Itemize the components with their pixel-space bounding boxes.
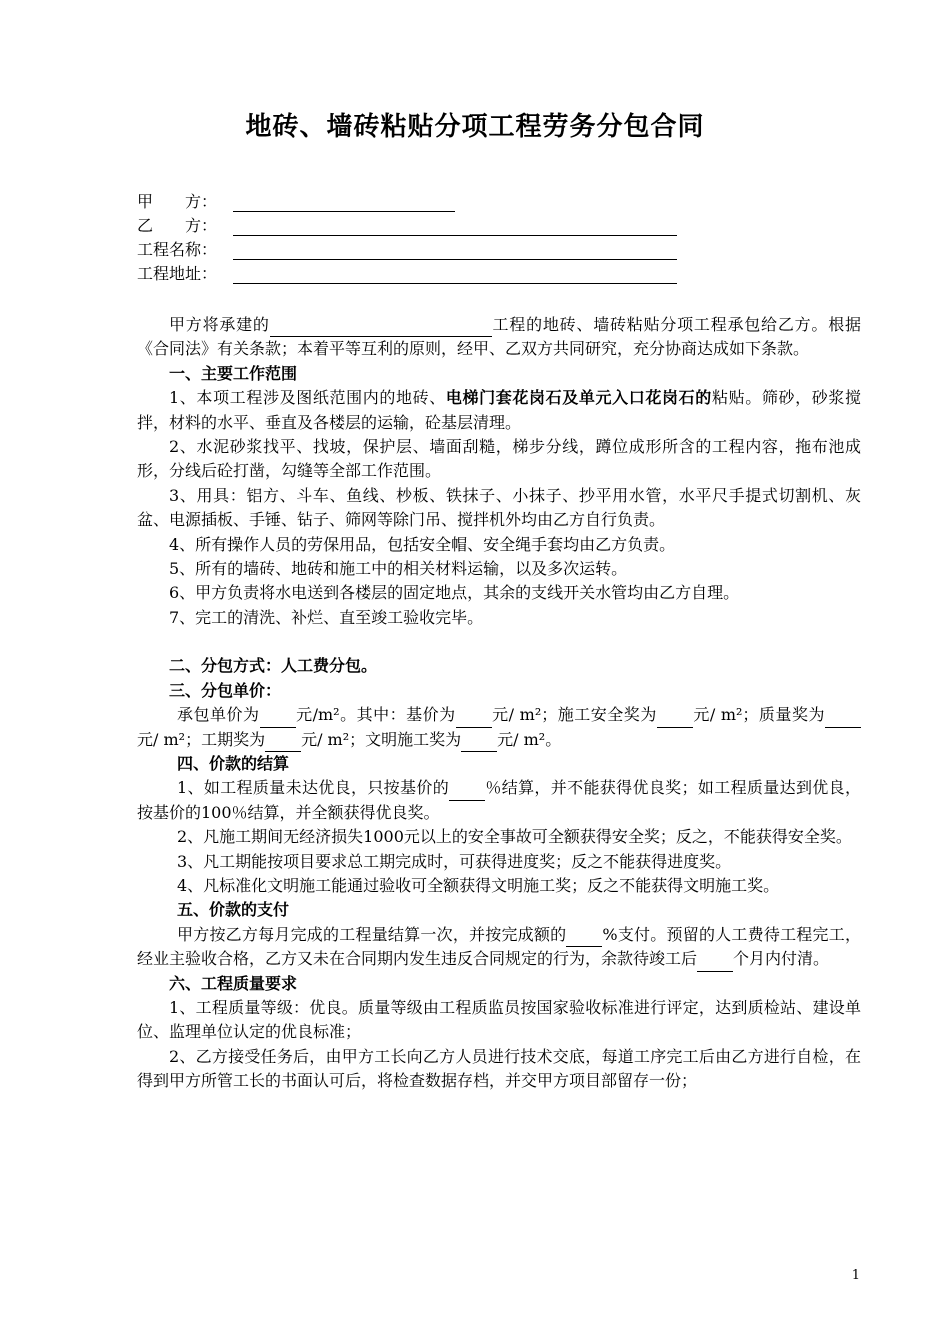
schedule-bonus-blank[interactable]	[265, 734, 301, 752]
section-1-heading: 一、主要工作范围	[169, 363, 298, 383]
s4-item-4: 4、凡标准化文明施工能通过验收可全额获得文明施工奖；反之不能获得文明施工奖。	[177, 875, 780, 895]
project-address-field	[137, 260, 677, 284]
party-a-label: 甲 方：	[137, 192, 218, 211]
s3-t5: 元/ m²；工期奖为	[137, 729, 266, 749]
s5-paragraph	[137, 923, 861, 972]
months-blank[interactable]	[697, 954, 733, 972]
party-a-field	[137, 188, 677, 212]
s1-item-2: 2、水泥砂浆找平、找坡，保护层、墙面刮糙，梯步分线，蹲位成形所含的工程内容，拖布池成形，分线后砼打凿，勾缝等全部工作范围。	[137, 437, 861, 481]
unit-price-blank[interactable]	[260, 710, 296, 728]
s5-b: %支付。预留的人工费待工程完工，经业主验收合格，乙方又未在合同期内发生违反合同规定的行为，余款待竣工后	[137, 924, 861, 969]
s6-item-1: 1、工程质量等级：优良。质量等级由工程质监员按国家验收标准进行评定，达到质检站、建设单位、监理单位认定的优良标准；	[137, 997, 861, 1042]
s1-item-4: 4、所有操作人员的劳保用品，包括安全帽、安全绳手套均由乙方负责。	[169, 534, 676, 554]
civilized-bonus-blank[interactable]	[461, 734, 497, 752]
s3-t6: 元/ m²；文明施工奖为	[301, 729, 462, 749]
project-name-field	[137, 236, 677, 260]
s4-item-3: 3、凡工期能按项目要求总工期完成时，可获得进度奖；反之不能获得进度奖。	[177, 851, 732, 871]
s3-t2: 元/m²。其中：基价为	[295, 705, 456, 725]
s3-t7: 元/ m²。	[497, 729, 562, 749]
contract-body	[137, 313, 861, 1094]
s4-item-2: 2、凡施工期间无经济损失1000元以上的安全事故可全额获得安全奖；反之，不能获得安全奖。	[177, 827, 852, 847]
intro-paragraph	[137, 313, 861, 362]
project-name-label: 工程名称：	[137, 240, 218, 259]
s3-price-paragraph	[137, 703, 861, 752]
project-name-blank[interactable]	[233, 241, 677, 260]
spacer	[137, 630, 861, 654]
s4-item-1-a: 1、如工程质量未达优良，只按基价的	[177, 778, 450, 798]
settlement-percent-blank[interactable]	[449, 783, 485, 801]
section-4-heading: 四、价款的结算	[177, 753, 290, 773]
s1-item-1	[137, 386, 861, 435]
s1-item-3: 3、用具：铝方、斗车、鱼线、杪板、铁抹子、小抹子、抄平用水管，水平尺手提式切割机、灰盆、电源插板、手锤、钻子、筛网等除门吊、搅拌机外均由乙方自行负责。	[137, 485, 861, 530]
s3-t4: 元/ m²；质量奖为	[692, 705, 825, 725]
s3-t1: 承包单价为	[177, 705, 260, 725]
party-a-blank[interactable]	[233, 193, 455, 212]
s4-item-1-b: ％结算，并不能获得优良奖；如工程质量达到优良，按基价的100％结算，并全额获得优良奖。	[137, 778, 861, 822]
s3-t3: 元/ m²；施工安全奖为	[491, 705, 657, 725]
quality-bonus-blank[interactable]	[825, 710, 861, 728]
s1-item-7: 7、完工的清洗、补烂、直至竣工验收完毕。	[169, 607, 484, 627]
s1-item-1-a: 1、本项工程涉及图纸范围内的地砖、	[169, 388, 446, 408]
party-fields	[137, 188, 677, 284]
section-2-heading: 二、分包方式：人工费分包。	[169, 656, 378, 676]
safety-bonus-blank[interactable]	[657, 710, 693, 728]
party-b-field	[137, 212, 677, 236]
s5-a: 甲方按乙方每月完成的工程量结算一次，并按完成额的	[177, 924, 567, 944]
section-5-heading: 五、价款的支付	[177, 900, 290, 920]
s1-item-5: 5、所有的墙砖、地砖和施工中的相关材料运输，以及多次运转。	[169, 559, 628, 579]
payment-percent-blank[interactable]	[566, 929, 602, 947]
base-price-blank[interactable]	[456, 710, 492, 728]
project-address-blank[interactable]	[233, 265, 677, 284]
section-3-heading: 三、分包单价：	[169, 680, 282, 700]
s1-item-1-b: 电梯门套花岗石及单元入口花岗石的	[445, 388, 712, 408]
s6-item-2: 2、乙方接受任务后，由甲方工长向乙方人员进行技术交底，每道工序完工后由乙方进行自检，在得到甲方所管工长的书面认可后，将检查数据存档，并交甲方项目部留存一份；	[137, 1046, 861, 1091]
project-blank[interactable]	[270, 319, 492, 337]
s1-item-1-c: 粘贴。筛砂，砂浆搅拌，材料的水平、垂直及各楼层的运输，砼基层清理。	[137, 388, 861, 432]
party-b-label: 乙 方：	[137, 216, 218, 235]
s5-c: 个月内付清。	[733, 949, 830, 969]
intro-post: 工程的地砖、墙砖粘贴分项工程承包给乙方。根据《合同法》有关条款；本着平等互利的原则，经甲、乙双方共同研究，充分协商达成如下条款。	[137, 315, 861, 359]
page-title: 地砖、墙砖粘贴分项工程劳务分包合同	[245, 112, 705, 142]
page-number: 1	[851, 1268, 860, 1283]
intro-pre: 甲方将承建的	[169, 315, 270, 334]
section-6-heading: 六、工程质量要求	[169, 973, 298, 993]
s1-item-6: 6、甲方负责将水电送到各楼层的固定地点，其余的支线开关水管均由乙方自理。	[169, 583, 740, 603]
project-address-label: 工程地址：	[137, 264, 218, 283]
party-b-blank[interactable]	[233, 217, 677, 236]
s4-item-1	[137, 776, 861, 825]
